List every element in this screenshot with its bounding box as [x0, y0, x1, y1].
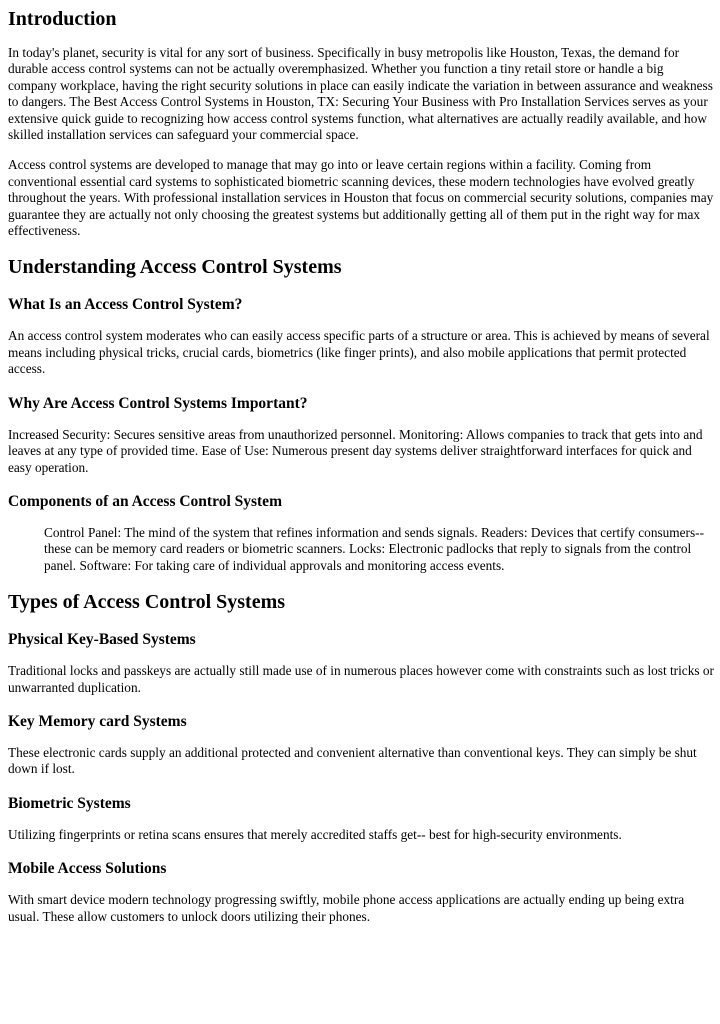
biometric-paragraph: Utilizing fingerprints or retina scans ensures that merely accredited staffs get-- best for high-security environments.: [8, 826, 622, 842]
key-card-heading: Key Memory card Systems: [8, 712, 187, 730]
introduction-heading: Introduction: [8, 8, 117, 30]
biometric-heading: Biometric Systems: [8, 794, 131, 812]
types-heading: Types of Access Control Systems: [8, 591, 286, 614]
components-blockquote: Control Panel: The mind of the system that refines information and sends signals. Readers: Devices that certify consumers-- these can be memory card readers or biometric scanners. Locks: Electronic padlocks that reply to signals from the control panel. Software: For taking care of individual approvals and monitoring access events.: [44, 524, 705, 573]
physical-key-paragraph: Traditional locks and passkeys are actually still made use of in numerous places however come with constraints such as lost tricks or unwarranted duplication.: [8, 663, 714, 695]
physical-key-heading: Physical Key-Based Systems: [8, 631, 196, 649]
mobile-access-heading: Mobile Access Solutions: [8, 860, 167, 878]
article: [0, 7, 720, 925]
what-is-paragraph: An access control system moderates who can easily access specific parts of a structure or area. This is achieved by means of several means including physical tricks, crucial cards, biometrics (like finger prints), and also mobile applications that permit protected access.: [8, 328, 710, 377]
why-important-heading: Why Are Access Control Systems Important?: [8, 394, 308, 412]
intro-paragraph-2: Access control systems are developed to manage that may go into or leave certain regions within a facility. Coming from conventional essential card systems to sophisticated biometric scanning devices, these modern technologies have evolved greatly throughout the years. With professional installation services in Houston that focus on commercial security solutions, companies may guarantee they are actually not only choosing the greatest systems but additionally getting all of them put in the right way for max effectiveness.: [8, 157, 714, 239]
components-heading: Components of an Access Control System: [8, 492, 282, 510]
intro-paragraph-1: In today's planet, security is vital for any sort of business. Specifically in busy metropolis like Houston, Texas, the demand for durable access control systems can not be actually overemphasized. Whether you function a tiny retail store or handle a big company workplace, having the right security solutions in place can easily indicate the variation in between assurance and weakness to dangers. The Best Access Control Systems in Houston, TX: Securing Your Business with Pro Installation Services serves as your extensive quick guide to recognizing how access control systems function, what alternatives are actually readily available, and how skilled installation services can safeguard your commercial space.: [8, 45, 713, 143]
understanding-heading: Understanding Access Control Systems: [8, 256, 342, 279]
what-is-heading: What Is an Access Control System?: [8, 296, 243, 314]
mobile-access-paragraph: With smart device modern technology progressing swiftly, mobile phone access applications are actually ending up being extra usual. These allow customers to unlock doors utilizing their phones.: [8, 892, 685, 924]
key-card-paragraph: These electronic cards supply an additional protected and convenient alternative than conventional keys. They can simply be shut down if lost.: [8, 744, 697, 777]
why-important-paragraph: Increased Security: Secures sensitive areas from unauthorized personnel. Monitoring: Allows companies to track that gets into and leaves at any type of provided time. Ease of Use: Numerous present day systems deliver straightforward interfaces for quick and easy operation.: [8, 426, 703, 475]
